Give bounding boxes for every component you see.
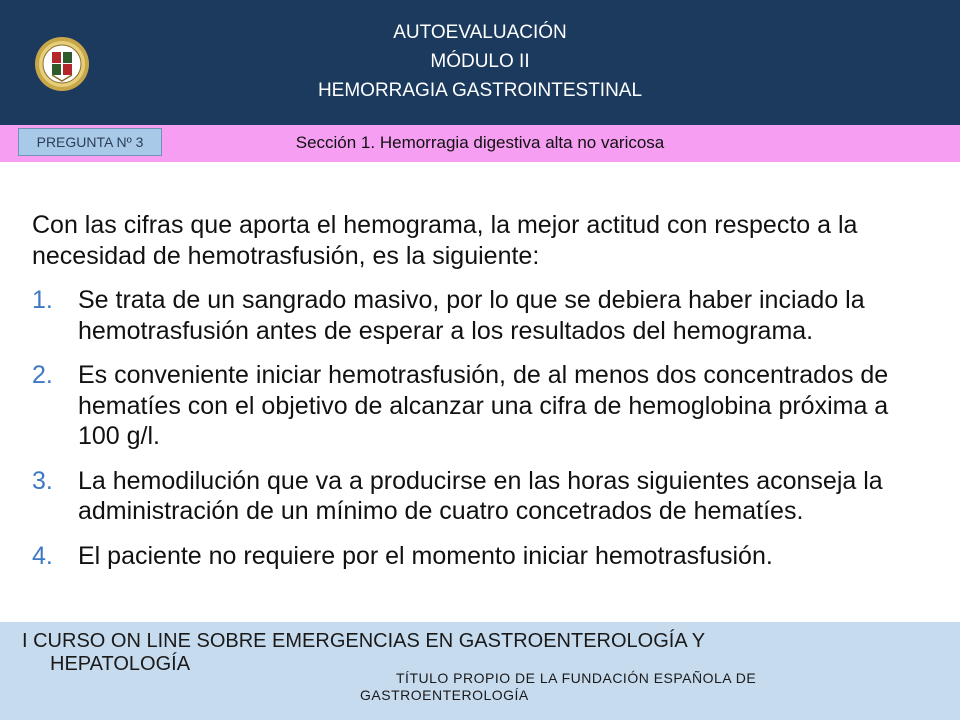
footer-title-line-2: GASTROENTEROLOGÍA: [360, 687, 529, 703]
footer-course-line-2: HEPATOLOGÍA: [50, 653, 191, 675]
option-text: La hemodilución que va a producirse en las horas siguientes aconseja la administración de un mínimo de cuatro concetrados de hematíes.: [78, 466, 883, 525]
title-line-1: AUTOEVALUACIÓN: [393, 22, 567, 43]
section-title: [0, 133, 960, 153]
question-intro: Con las cifras que aporta el hemograma, la mejor actitud con respecto a la necesidad de hemotrasfusión, es la siguiente:: [32, 211, 858, 270]
footer-title-line-1: TÍTULO PROPIO DE LA FUNDACIÓN ESPAÑOLA DE: [396, 670, 757, 686]
option-number: 1.: [32, 286, 53, 314]
question-number-tag: PREGUNTA Nº 3: [18, 128, 162, 156]
page-title: [0, 18, 960, 105]
option-text: El paciente no requiere por el momento iniciar hemotrasfusión.: [78, 541, 773, 570]
question-content: [32, 210, 902, 585]
answer-option-3[interactable]: [32, 466, 902, 527]
answer-option-4[interactable]: [32, 541, 902, 572]
title-line-3: HEMORRAGIA GASTROINTESTINAL: [317, 80, 643, 101]
option-number: 4.: [32, 541, 53, 570]
answer-option-2[interactable]: [32, 360, 902, 452]
option-text: Se trata de un sangrado masivo, por lo que se debiera haber inciado la hemotrasfusión antes de esperar a los resultados del hemograma.: [78, 286, 865, 345]
footer-course-line-1: I CURSO ON LINE SOBRE EMERGENCIAS EN GASTROENTEROLOGÍA Y: [22, 630, 706, 652]
option-text: Es conveniente iniciar hemotrasfusión, de al menos dos concentrados de hematíes con el objetivo de alcanzar una cifra de hemoglobina próxima a 100 g/l.: [78, 361, 889, 450]
section-title-text: Sección 1. Hemorragia digestiva alta no varicosa: [295, 133, 665, 152]
option-number: 2.: [32, 361, 53, 389]
option-number: 3.: [32, 466, 53, 495]
footer-degree-title: [360, 670, 940, 704]
answer-option-1[interactable]: [32, 285, 902, 346]
title-line-2: MÓDULO II: [430, 51, 530, 72]
